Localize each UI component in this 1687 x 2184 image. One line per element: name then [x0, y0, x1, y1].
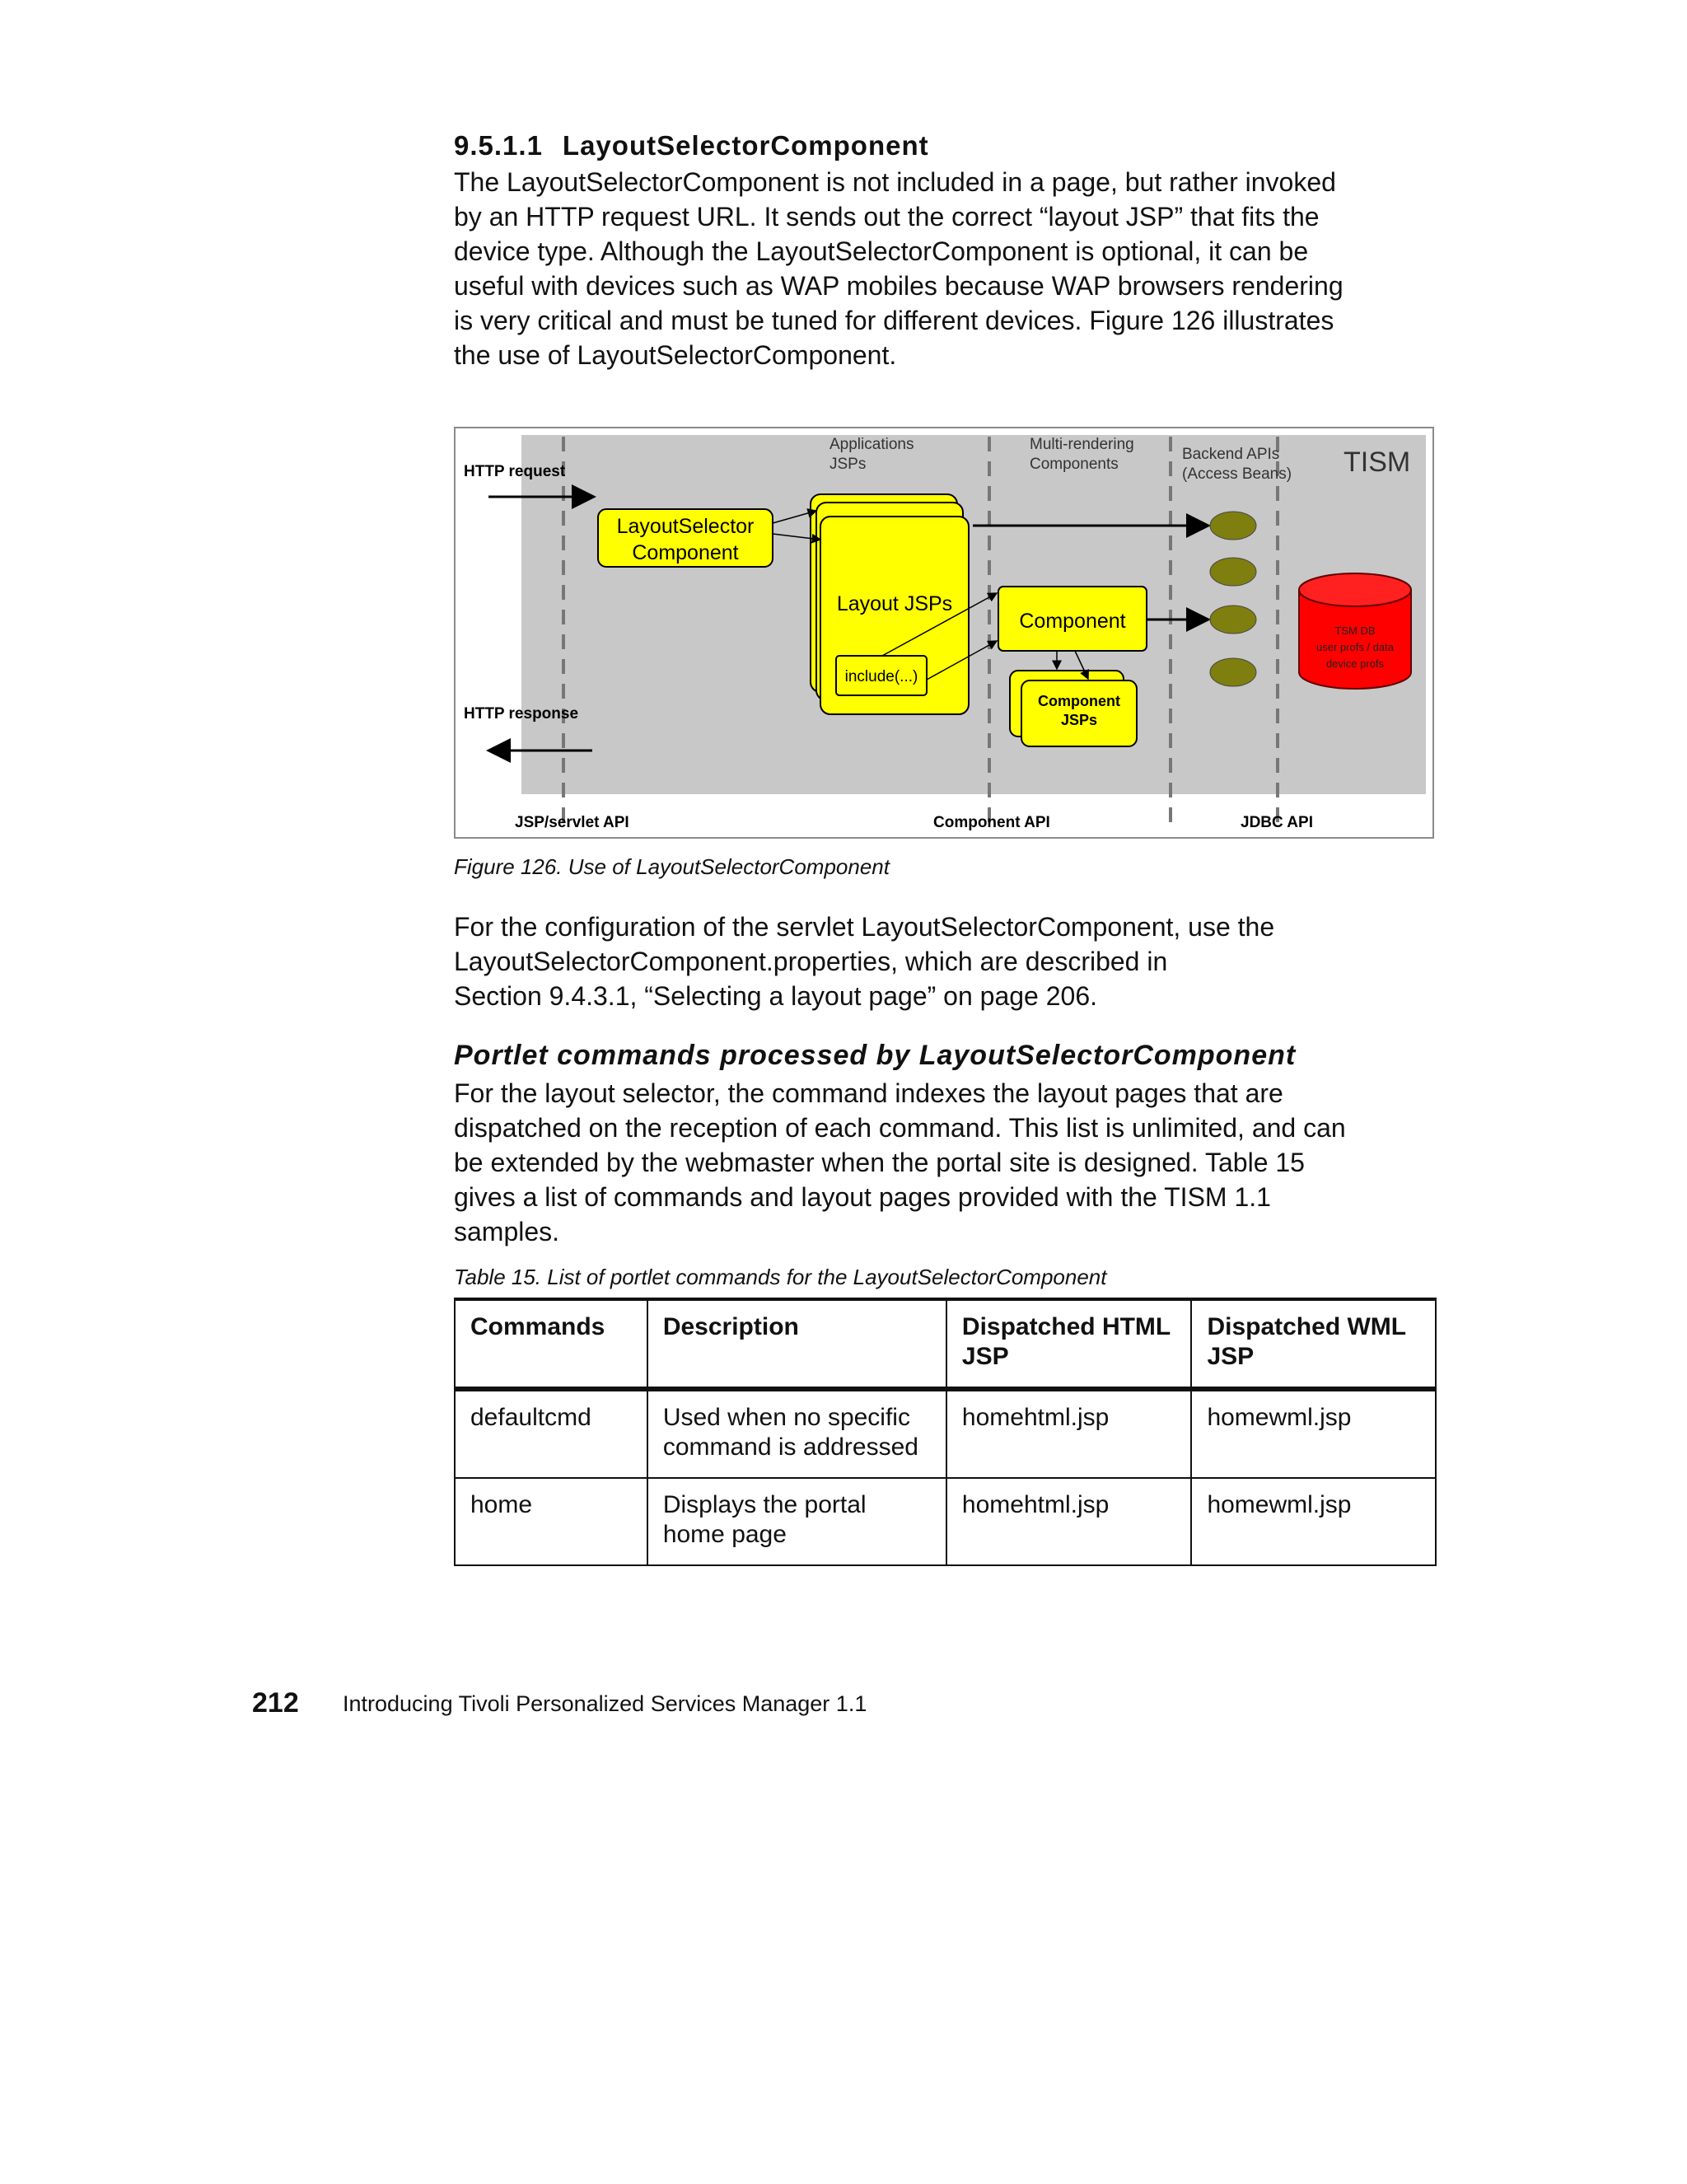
table-cell: Used when no specific command is addressed	[647, 1389, 946, 1478]
access-bean-node	[1210, 658, 1256, 686]
table-row	[455, 1478, 1436, 1565]
text-line: by an HTTP request URL. It sends out the correct “layout JSP” that fits the	[454, 202, 1320, 231]
text-line: device type. Although the LayoutSelectorComponent is optional, it can be	[454, 236, 1309, 266]
text-line: For the configuration of the servlet LayoutSelectorComponent, use the	[454, 912, 1275, 942]
backend-apis-label: Backend APIs	[1182, 446, 1280, 463]
tism-db-text: user profs / data	[1316, 641, 1394, 653]
subheading: Portlet commands processed by LayoutSelectorComponent	[454, 1040, 1297, 1071]
access-bean-node	[1210, 558, 1256, 586]
layout-selector-text: LayoutSelector	[616, 515, 755, 538]
table-cell: homehtml.jsp	[946, 1478, 1192, 1565]
column-header: Dispatched WML JSP	[1191, 1299, 1436, 1389]
access-bean-node	[1210, 512, 1256, 540]
layout-selector-text: Component	[632, 541, 739, 564]
text-line: The LayoutSelectorComponent is not included in a page, but rather invoked	[454, 167, 1336, 197]
text-line: For the layout selector, the command indexes the layout pages that are	[454, 1078, 1283, 1108]
section-heading	[454, 130, 929, 161]
text-line: samples.	[454, 1217, 560, 1246]
component-api-label: Component API	[933, 814, 1050, 831]
text-line: useful with devices such as WAP mobiles because WAP browsers rendering	[454, 271, 1344, 301]
commands-table	[454, 1298, 1437, 1566]
layout-jsps-text: Layout JSPs	[836, 592, 953, 615]
tism-db-text: device profs	[1325, 657, 1385, 670]
text-line: Section 9.4.3.1, “Selecting a layout page” on page 206.	[454, 981, 1097, 1011]
table-cell: home	[455, 1478, 647, 1565]
table-cell: Displays the portal home page	[647, 1478, 946, 1565]
applications-jsps-label: Applications	[829, 436, 914, 453]
multi-rendering-label: Components	[1030, 456, 1119, 473]
table-cell: defaultcmd	[455, 1389, 647, 1478]
table-cell: homehtml.jsp	[946, 1389, 1192, 1478]
architecture-diagram	[456, 428, 1432, 837]
page-number: 212	[252, 1687, 299, 1719]
multi-rendering-label: Multi-rendering	[1030, 436, 1134, 453]
table-cell: homewml.jsp	[1191, 1478, 1436, 1565]
column-header: Commands	[455, 1299, 647, 1389]
text-line: the use of LayoutSelectorComponent.	[454, 340, 897, 370]
intro-paragraph	[454, 165, 1442, 372]
include-text: include(...)	[844, 668, 918, 685]
table-caption: Table 15. List of portlet commands for the LayoutSelectorComponent	[454, 1265, 1107, 1289]
applications-jsps-label: JSPs	[829, 456, 867, 473]
component-jsps-text: Component	[1038, 693, 1120, 709]
text-line: gives a list of commands and layout pages provided with the TISM 1.1	[454, 1182, 1271, 1212]
column-header: Dispatched HTML JSP	[946, 1299, 1192, 1389]
section-number: 9.5.1.1	[454, 130, 543, 161]
diagram-background	[521, 435, 1426, 794]
table-row	[455, 1389, 1436, 1478]
backend-apis-label: (Access Beans)	[1182, 465, 1292, 483]
component-jsps-text: JSPs	[1060, 712, 1098, 728]
text-line: be extended by the webmaster when the portal site is designed. Table 15	[454, 1148, 1305, 1177]
text-line: is very critical and must be tuned for different devices. Figure 126 illustrates	[454, 306, 1334, 335]
table-cell: homewml.jsp	[1191, 1389, 1436, 1478]
access-bean-node	[1210, 606, 1256, 634]
text-line: LayoutSelectorComponent.properties, which are described in	[454, 947, 1168, 976]
book-title: Introducing Tivoli Personalized Services Manager 1.1	[343, 1691, 867, 1716]
jdbc-api-label: JDBC API	[1241, 814, 1313, 831]
table-header-row	[455, 1299, 1436, 1389]
tism-db-top	[1299, 573, 1411, 606]
column-header: Description	[647, 1299, 946, 1389]
figure-diagram	[454, 427, 1434, 839]
http-request-label: HTTP request	[464, 463, 566, 480]
tism-label: TISM	[1344, 447, 1411, 478]
text-line: dispatched on the reception of each command. This list is unlimited, and can	[454, 1113, 1346, 1143]
http-response-label: HTTP response	[464, 705, 579, 723]
section-title: LayoutSelectorComponent	[562, 130, 929, 161]
tism-db-text: TSM DB	[1334, 624, 1376, 637]
config-paragraph	[454, 910, 1442, 1013]
figure-caption: Figure 126. Use of LayoutSelectorComponent	[454, 854, 890, 879]
jsp-servlet-api-label: JSP/servlet API	[515, 814, 629, 831]
component-text: Component	[1019, 610, 1126, 633]
commands-paragraph	[454, 1076, 1442, 1249]
